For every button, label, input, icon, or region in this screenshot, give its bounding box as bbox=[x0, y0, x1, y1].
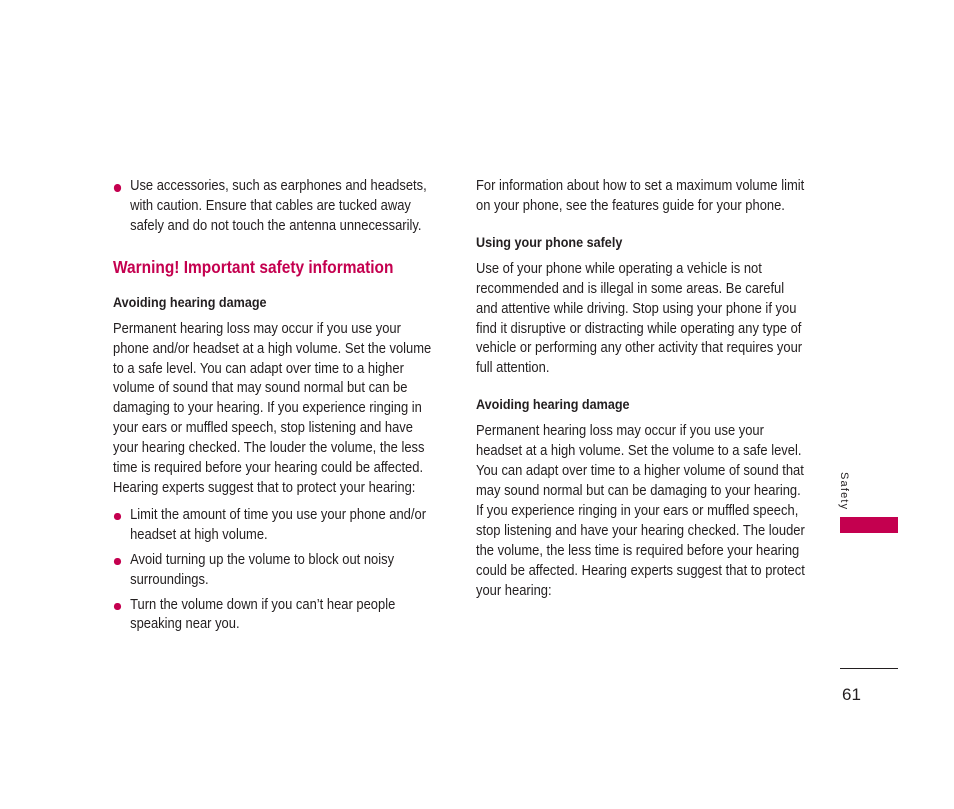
volume-limit-paragraph: For information about how to set a maximum volume limit on your phone, see the features guide for your phone. bbox=[476, 178, 805, 214]
subheading-phone-safely: Using your phone safely bbox=[476, 233, 623, 250]
left-column bbox=[113, 177, 439, 635]
bullet-item bbox=[113, 596, 439, 636]
bullet-text: Turn the volume down if you can’t hear people speaking near you. bbox=[130, 596, 396, 633]
bullet-dot-icon bbox=[114, 558, 121, 566]
side-tab-bar bbox=[840, 517, 898, 533]
hearing-paragraph: Permanent hearing loss may occur if you use your headset at a high volume. Set the volume to a safe level. You can adapt over time to a higher volume of sound that may sound normal but can be damaging to your hearing. If you experience ringing in your ears or muffled speech, stop listening and have your hearing checked. The louder the volume, the less time is required before your hearing could be affected. Hearing experts suggest that to protect your hearing: bbox=[476, 423, 805, 599]
bullet-item bbox=[113, 506, 439, 546]
bullet-text: Avoid turning up the volume to block out noisy surroundings. bbox=[130, 551, 395, 588]
bullet-dot-icon bbox=[114, 603, 121, 611]
section-heading: Warning! Important safety information bbox=[113, 256, 394, 277]
phone-safely-paragraph: Use of your phone while operating a vehicle is not recommended and is illegal in some areas. Be careful and attentive while driving. Stop using your phone if you find it disruptive or distracting while operating any type of vehicle or performing any other activity that requires your full attention. bbox=[476, 260, 803, 377]
hearing-paragraph: Permanent hearing loss may occur if you use your phone and/or headset at a high volume. Set the volume to a safe level. You can adapt over time to a higher volume of sound that may sound normal but can be damaging to your hearing. If you experience ringing in your ears or muffled speech, stop listening and have your hearing checked. The louder the volume, the less time is required before your hearing could be affected. Hearing experts suggest that to protect your hearing: bbox=[113, 320, 432, 496]
subheading-hearing: Avoiding hearing damage bbox=[476, 396, 630, 413]
bullet-dot-icon bbox=[114, 184, 121, 192]
bullet-dot-icon bbox=[114, 513, 121, 521]
page-number: 61 bbox=[842, 685, 861, 704]
bullet-item bbox=[113, 177, 439, 237]
page-number-rule bbox=[840, 668, 898, 669]
side-tab-label: Safety bbox=[838, 472, 850, 511]
right-column bbox=[476, 177, 805, 601]
hearing-bullet-list bbox=[113, 506, 439, 635]
intro-bullet-list bbox=[113, 177, 439, 237]
bullet-item bbox=[113, 551, 439, 591]
bullet-text: Limit the amount of time you use your phone and/or headset at high volume. bbox=[130, 506, 427, 543]
bullet-text: Use accessories, such as earphones and headsets, with caution. Ensure that cables are tucked away safely and do not touch the antenna unnecessarily. bbox=[130, 178, 427, 234]
subheading-hearing: Avoiding hearing damage bbox=[113, 293, 267, 310]
